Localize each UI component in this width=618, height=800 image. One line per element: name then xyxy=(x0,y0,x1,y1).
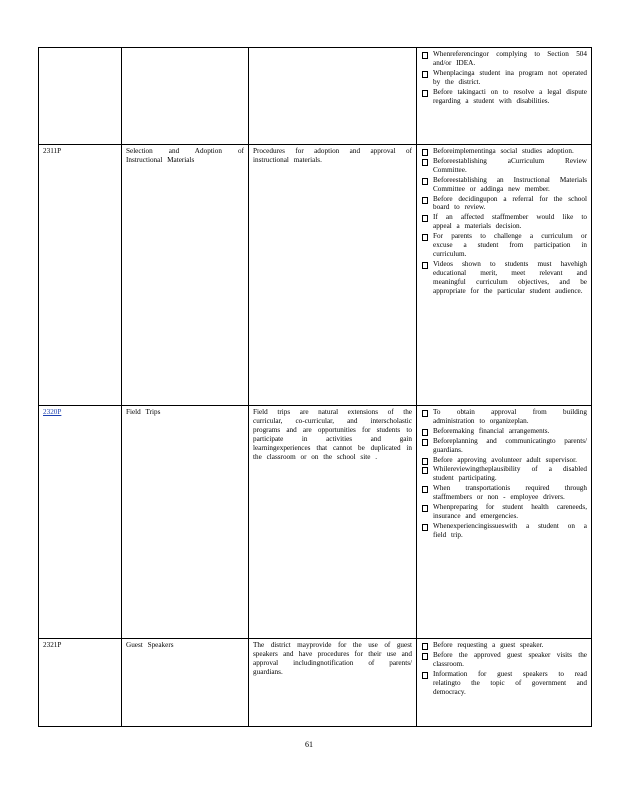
when-to-use-list xyxy=(421,408,587,540)
policy-code-link[interactable]: 2320P xyxy=(43,408,62,416)
list-item: Before approving avolunteer adult supervisor. xyxy=(421,456,587,465)
policy-description-cell xyxy=(249,48,417,145)
list-item: Before requesting a guest speaker. xyxy=(421,641,587,650)
policy-code-cell xyxy=(39,145,122,406)
policy-title: Field Trips xyxy=(126,408,161,416)
list-item: Whenplacinga student ina program not operated by the district. xyxy=(421,69,587,87)
policy-title-cell xyxy=(122,406,249,639)
policy-description-cell xyxy=(249,145,417,406)
list-item: When transportationis required through staffmembers or non - employee drivers. xyxy=(421,484,587,502)
policy-title: Selection and Adoption of Instructional Materials xyxy=(126,147,244,164)
when-to-use-list xyxy=(421,641,587,696)
policy-code-cell xyxy=(39,406,122,639)
policy-code-cell xyxy=(39,48,122,145)
policy-code: 2311P xyxy=(43,147,62,155)
list-item: For parents to challenge a curriculum or excuse a student from participation in curriculum. xyxy=(421,232,587,259)
list-item: Before decidingupon a referral for the school board to review. xyxy=(421,195,587,213)
list-item: Before takingacti on to resolve a legal dispute regarding a student with disabilities. xyxy=(421,88,587,106)
policy-code: 2321P xyxy=(43,641,62,649)
policy-table-body xyxy=(39,48,592,727)
policy-title-cell xyxy=(122,639,249,727)
list-item: Beforemaking financial arrangements. xyxy=(421,427,587,436)
policy-row xyxy=(39,639,592,727)
list-item: Information for guest speakers to read relatingto the topic of government and democracy. xyxy=(421,670,587,697)
list-item: Whenreferencingor complying to Section 504 and/or IDEA. xyxy=(421,50,587,68)
list-item: Whenexperiencingissueswith a student on a field trip. xyxy=(421,522,587,540)
list-item: To obtain approval from building administration to organizeplan. xyxy=(421,408,587,426)
policy-when-cell xyxy=(417,639,592,727)
policy-description-cell xyxy=(249,639,417,727)
list-item: Videos shown to students must havehigh educational merit, meet relevant and meaningful curriculum objectives, and be appropriate for the particular student audience. xyxy=(421,260,587,296)
policy-description: The district mayprovide for the use of guest speakers and have procedures for their use and approval includingnotification of parents/ guardians. xyxy=(253,641,412,676)
list-item: Beforeplanning and communicatingto parents/ guardians. xyxy=(421,437,587,455)
policy-row xyxy=(39,406,592,639)
policy-table xyxy=(38,47,592,727)
when-to-use-list xyxy=(421,147,587,296)
list-item: If an affected staffmember would like to appeal a materials decision. xyxy=(421,213,587,231)
policy-when-cell xyxy=(417,145,592,406)
list-item: Beforeimplementinga social studies adoption. xyxy=(421,147,587,156)
page-number: 61 xyxy=(305,740,313,749)
policy-code-cell xyxy=(39,639,122,727)
list-item: Whenpreparing for student health careneeds, insurance and emergencies. xyxy=(421,503,587,521)
policy-description-cell xyxy=(249,406,417,639)
list-item: Beforeestablishing an Instructional Materials Committee or addinga new member. xyxy=(421,176,587,194)
policy-description: Procedures for adoption and approval of instructional materials. xyxy=(253,147,412,164)
list-item: Beforeestablishing aCurriculum Review Committee. xyxy=(421,157,587,175)
policy-title-cell xyxy=(122,145,249,406)
policy-row xyxy=(39,145,592,406)
list-item: Before the approved guest speaker visits the classroom. xyxy=(421,651,587,669)
policy-when-cell xyxy=(417,48,592,145)
when-to-use-list xyxy=(421,50,587,105)
policy-description: Field trips are natural extensions of the curricular, co-curricular, and interscholastic programs and are opportunities for students to participate in activities and gain learningexperiences that cannot be duplicated in the classroom or on the school site . xyxy=(253,408,412,461)
policy-row xyxy=(39,48,592,145)
policy-title-cell xyxy=(122,48,249,145)
list-item: Whilereviewingtheplausibility of a disabled student participating. xyxy=(421,465,587,483)
policy-title: Guest Speakers xyxy=(126,641,174,649)
policy-when-cell xyxy=(417,406,592,639)
